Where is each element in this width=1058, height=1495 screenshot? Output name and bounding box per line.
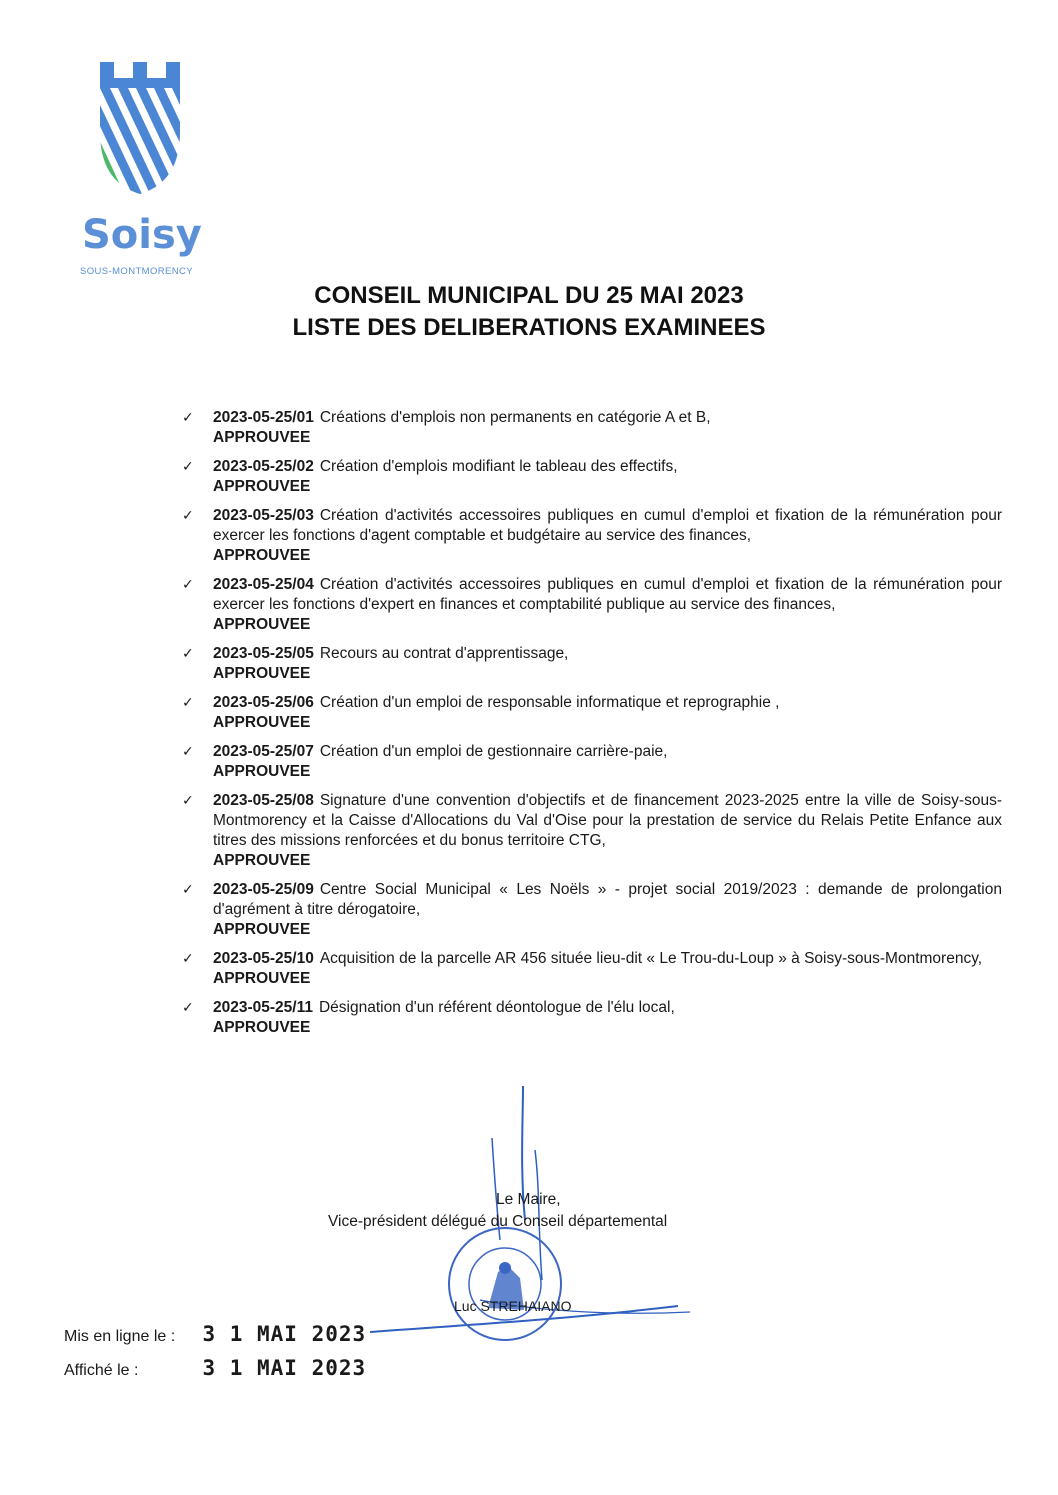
deliberation-description [213, 791, 1002, 851]
deliberation-ref: 2023-05-25/04 [213, 576, 314, 593]
deliberation-item [180, 998, 1002, 1038]
deliberation-status: APPROUVEE [213, 1019, 311, 1036]
deliberation-status: APPROUVEE [213, 478, 311, 495]
deliberation-item [180, 644, 1002, 684]
deliberation-status: APPROUVEE [213, 616, 311, 633]
deliberation-ref: 2023-05-25/07 [213, 743, 314, 760]
signatory-name: Luc STREHAIANO [454, 1298, 572, 1314]
logo-subtitle: SOUS-MONTMORENCY [80, 266, 194, 277]
deliberation-item [180, 408, 1002, 448]
deliberation-description [213, 457, 1002, 477]
checkmark-icon: ✓ [182, 744, 194, 760]
deliberation-description [213, 693, 1002, 713]
posted-date-line [64, 1356, 366, 1380]
signatory-function: Vice-président délégué du Conseil départemental [328, 1213, 668, 1230]
checkmark-icon: ✓ [182, 577, 194, 593]
deliberation-status: APPROUVEE [213, 852, 311, 869]
deliberation-status: APPROUVEE [213, 763, 311, 780]
deliberation-item [180, 457, 1002, 497]
deliberation-text: Création d'emplois modifiant le tableau des effectifs, [319, 458, 678, 475]
deliberation-description [213, 998, 1002, 1018]
deliberation-ref: 2023-05-25/11 [213, 999, 313, 1016]
signatory-title: Le Maire, [496, 1191, 561, 1208]
checkmark-icon: ✓ [182, 508, 194, 524]
deliberation-ref: 2023-05-25/10 [213, 950, 314, 967]
deliberation-text: Signature d'une convention d'objectifs et de financement 2023-2025 entre la ville de Soisy-sous-Montmorency et la Caisse d'Allocations du Val d'Oise pour la prestation de service du Relais Petite Enfance aux titres des missions renforcées et du bonus territoire CTG, [213, 792, 1002, 849]
deliberation-text: Centre Social Municipal « Les Noëls » - projet social 2019/2023 : demande de prolongation d'agrément à titre dérogatoire, [213, 881, 1002, 918]
checkmark-icon: ✓ [182, 646, 194, 662]
deliberation-description [213, 506, 1002, 546]
checkmark-icon: ✓ [182, 793, 194, 809]
checkmark-icon: ✓ [182, 1000, 194, 1016]
deliberation-description [213, 644, 1002, 664]
online-date-line [64, 1322, 366, 1346]
deliberation-item [180, 742, 1002, 782]
online-date: 3 1 MAI 2023 [202, 1322, 367, 1346]
deliberation-status: APPROUVEE [213, 714, 311, 731]
posted-date: 3 1 MAI 2023 [202, 1356, 367, 1380]
checkmark-icon: ✓ [182, 410, 194, 426]
deliberation-ref: 2023-05-25/06 [213, 694, 314, 711]
official-stamp-icon [440, 1222, 570, 1352]
deliberation-text: Création d'activités accessoires publiques en cumul d'emploi et fixation de la rémunération pour exercer les fonctions d'expert en finances et comptabilité publique au service des finances, [213, 576, 1002, 613]
deliberation-ref: 2023-05-25/08 [213, 792, 314, 809]
document-title [0, 280, 1058, 344]
deliberation-status: APPROUVEE [213, 970, 311, 987]
deliberations-list [180, 408, 1002, 1047]
deliberation-description [213, 880, 1002, 920]
posted-label: Affiché le : [64, 1362, 139, 1379]
deliberation-ref: 2023-05-25/03 [213, 507, 314, 524]
deliberation-item [180, 693, 1002, 733]
deliberation-item [180, 791, 1002, 871]
deliberation-description [213, 949, 1002, 969]
deliberation-item [180, 506, 1002, 566]
deliberation-text: Acquisition de la parcelle AR 456 située lieu-dit « Le Trou-du-Loup » à Soisy-sous-Montmorency, [319, 950, 983, 967]
deliberation-status: APPROUVEE [213, 665, 311, 682]
soisy-logo [80, 62, 220, 202]
tower-emblem-icon [80, 62, 200, 202]
deliberation-ref: 2023-05-25/09 [213, 881, 314, 898]
deliberation-text: Désignation d'un référent déontologue de l'élu local, [318, 999, 675, 1016]
deliberation-ref: 2023-05-25/05 [213, 645, 314, 662]
deliberation-text: Recours au contrat d'apprentissage, [319, 645, 569, 662]
deliberation-status: APPROUVEE [213, 429, 311, 446]
deliberation-text: Création d'activités accessoires publiques en cumul d'emploi et fixation de la rémunération pour exercer les fonctions d'agent comptable et budgétaire au service des finances, [213, 507, 1002, 544]
deliberation-status: APPROUVEE [213, 547, 311, 564]
checkmark-icon: ✓ [182, 695, 194, 711]
deliberation-text: Création d'un emploi de gestionnaire carrière-paie, [319, 743, 668, 760]
deliberation-description [213, 575, 1002, 615]
deliberation-description [213, 408, 1002, 428]
online-label: Mis en ligne le : [64, 1328, 176, 1345]
deliberation-ref: 2023-05-25/02 [213, 458, 314, 475]
deliberation-description [213, 742, 1002, 762]
title-line-1: CONSEIL MUNICIPAL DU 25 MAI 2023 [314, 282, 744, 309]
checkmark-icon: ✓ [182, 951, 194, 967]
title-line-2: LISTE DES DELIBERATIONS EXAMINEES [292, 314, 766, 341]
deliberation-status: APPROUVEE [213, 921, 311, 938]
deliberation-text: Création d'un emploi de responsable informatique et reprographie , [319, 694, 780, 711]
deliberation-item [180, 880, 1002, 940]
logo-name: Soisy [82, 212, 202, 258]
deliberation-text: Créations d'emplois non permanents en catégorie A et B, [319, 409, 711, 426]
deliberation-item [180, 949, 1002, 989]
deliberation-ref: 2023-05-25/01 [213, 409, 314, 426]
checkmark-icon: ✓ [182, 882, 194, 898]
deliberation-item [180, 575, 1002, 635]
checkmark-icon: ✓ [182, 459, 194, 475]
